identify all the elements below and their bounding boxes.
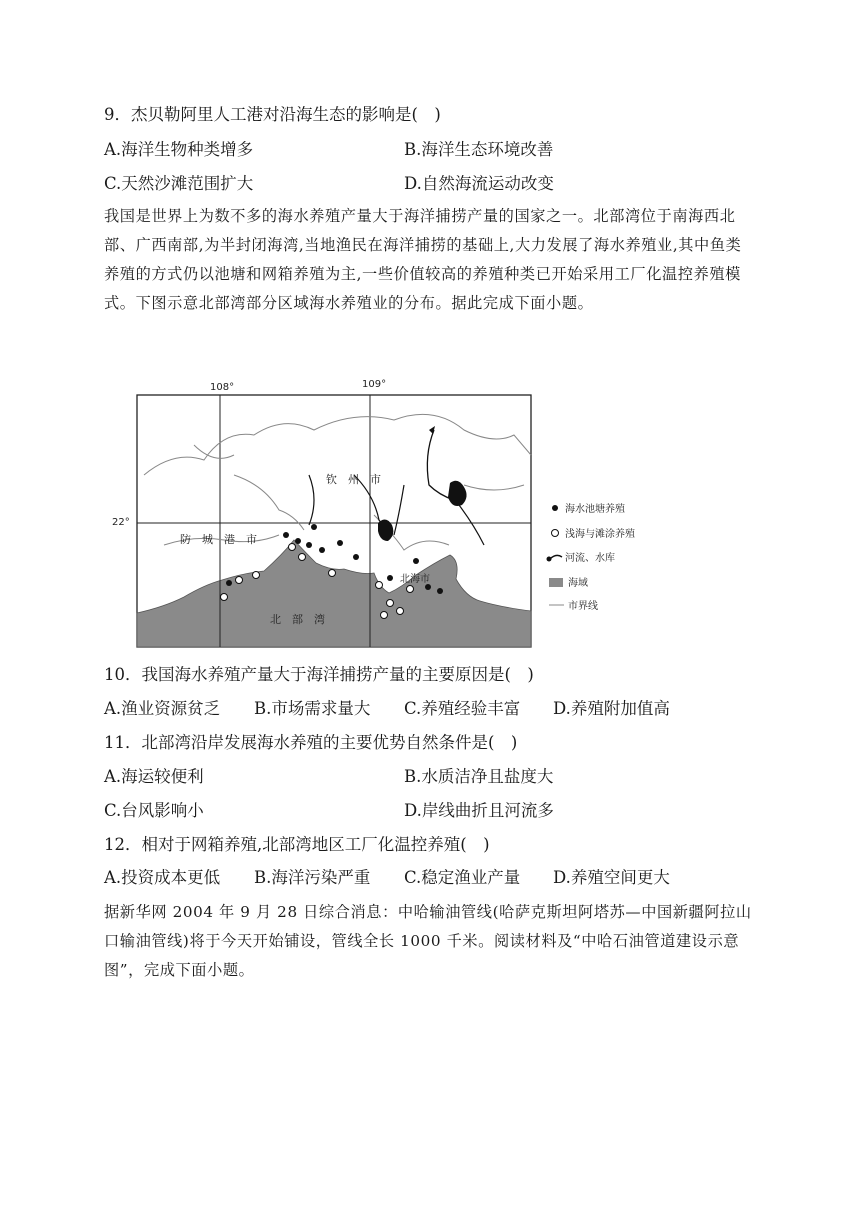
q12-option-d[interactable]: D.养殖空间更大	[553, 868, 670, 887]
label-bay: 北 部 湾	[270, 613, 325, 626]
lon-label-109: 109°	[362, 379, 387, 390]
q12-option-b[interactable]: B.海洋污染严重	[254, 868, 371, 887]
q9-option-d[interactable]: D.自然海流运动改变	[404, 174, 554, 193]
question-9-stem: 9．杰贝勒阿里人工港对沿海生态的影响是( )	[104, 105, 441, 124]
lat-label-22: 22°	[112, 517, 130, 528]
legend-pond-icon	[552, 505, 558, 511]
legend-boundary-label: 市界线	[568, 601, 598, 612]
legend-tidal-label: 浅海与滩涂养殖	[565, 529, 635, 540]
legend-tidal-icon	[552, 530, 559, 537]
q9-option-a[interactable]: A.海洋生物种类增多	[104, 140, 254, 159]
beibu-gulf-aquaculture-map	[104, 375, 684, 650]
q9-option-c[interactable]: C.天然沙滩范围扩大	[104, 174, 254, 193]
q10-option-c[interactable]: C.养殖经验丰富	[404, 699, 521, 718]
map-legend	[547, 502, 636, 612]
question-10-stem: 10．我国海水养殖产量大于海洋捕捞产量的主要原因是( )	[104, 665, 534, 684]
passage-pipeline: 据新华网 2004 年 9 月 28 日综合消息：中哈输油管线(哈萨克斯坦阿塔苏—中国新疆阿拉山口输油管线)将于今天开始铺设，管线全长 1000 千米。阅读材料及“中哈石油管道建设示意图”，完成下面小题。	[104, 903, 752, 979]
q11-option-b[interactable]: B.水质洁净且盐度大	[404, 767, 554, 786]
lon-label-108: 108°	[210, 382, 235, 393]
label-fangchenggang: 防 城 港 市	[180, 533, 257, 546]
label-beihai: 北海市	[400, 574, 430, 585]
q11-option-a[interactable]: A.海运较便利	[104, 767, 204, 786]
label-qinzhou: 钦 州 市	[326, 473, 381, 486]
q10-option-a[interactable]: A.渔业资源贫乏	[104, 699, 221, 718]
question-11-stem: 11．北部湾沿岸发展海水养殖的主要优势自然条件是( )	[104, 733, 518, 752]
legend-river-icon	[550, 555, 562, 559]
q10-option-b[interactable]: B.市场需求量大	[254, 699, 371, 718]
q9-option-b[interactable]: B.海洋生态环境改善	[404, 140, 554, 159]
legend-pond-label: 海水池塘养殖	[565, 504, 625, 515]
q11-option-c[interactable]: C.台风影响小	[104, 801, 204, 820]
legend-sea-label: 海域	[568, 578, 588, 589]
q10-option-d[interactable]: D.养殖附加值高	[553, 699, 670, 718]
legend-river-label: 河流、水库	[565, 553, 615, 564]
legend-sea-icon	[549, 578, 563, 587]
passage-beibu-gulf: 我国是世界上为数不多的海水养殖产量大于海洋捕捞产量的国家之一。北部湾位于南海西北部、广西南部,为半封闭海湾,当地渔民在海洋捕捞的基础上,大力发展了海水养殖业,其中鱼类养殖的方式仍以池塘和网箱养殖为主,一些价值较高的养殖种类已开始采用工厂化温控养殖模式。下图示意北部湾部分区域海水养殖业的分布。据此完成下面小题。	[104, 207, 742, 312]
q11-option-d[interactable]: D.岸线曲折且河流多	[404, 801, 554, 820]
q12-option-a[interactable]: A.投资成本更低	[104, 868, 221, 887]
question-12-stem: 12．相对于网箱养殖,北部湾地区工厂化温控养殖( )	[104, 835, 490, 854]
q12-option-c[interactable]: C.稳定渔业产量	[404, 868, 521, 887]
